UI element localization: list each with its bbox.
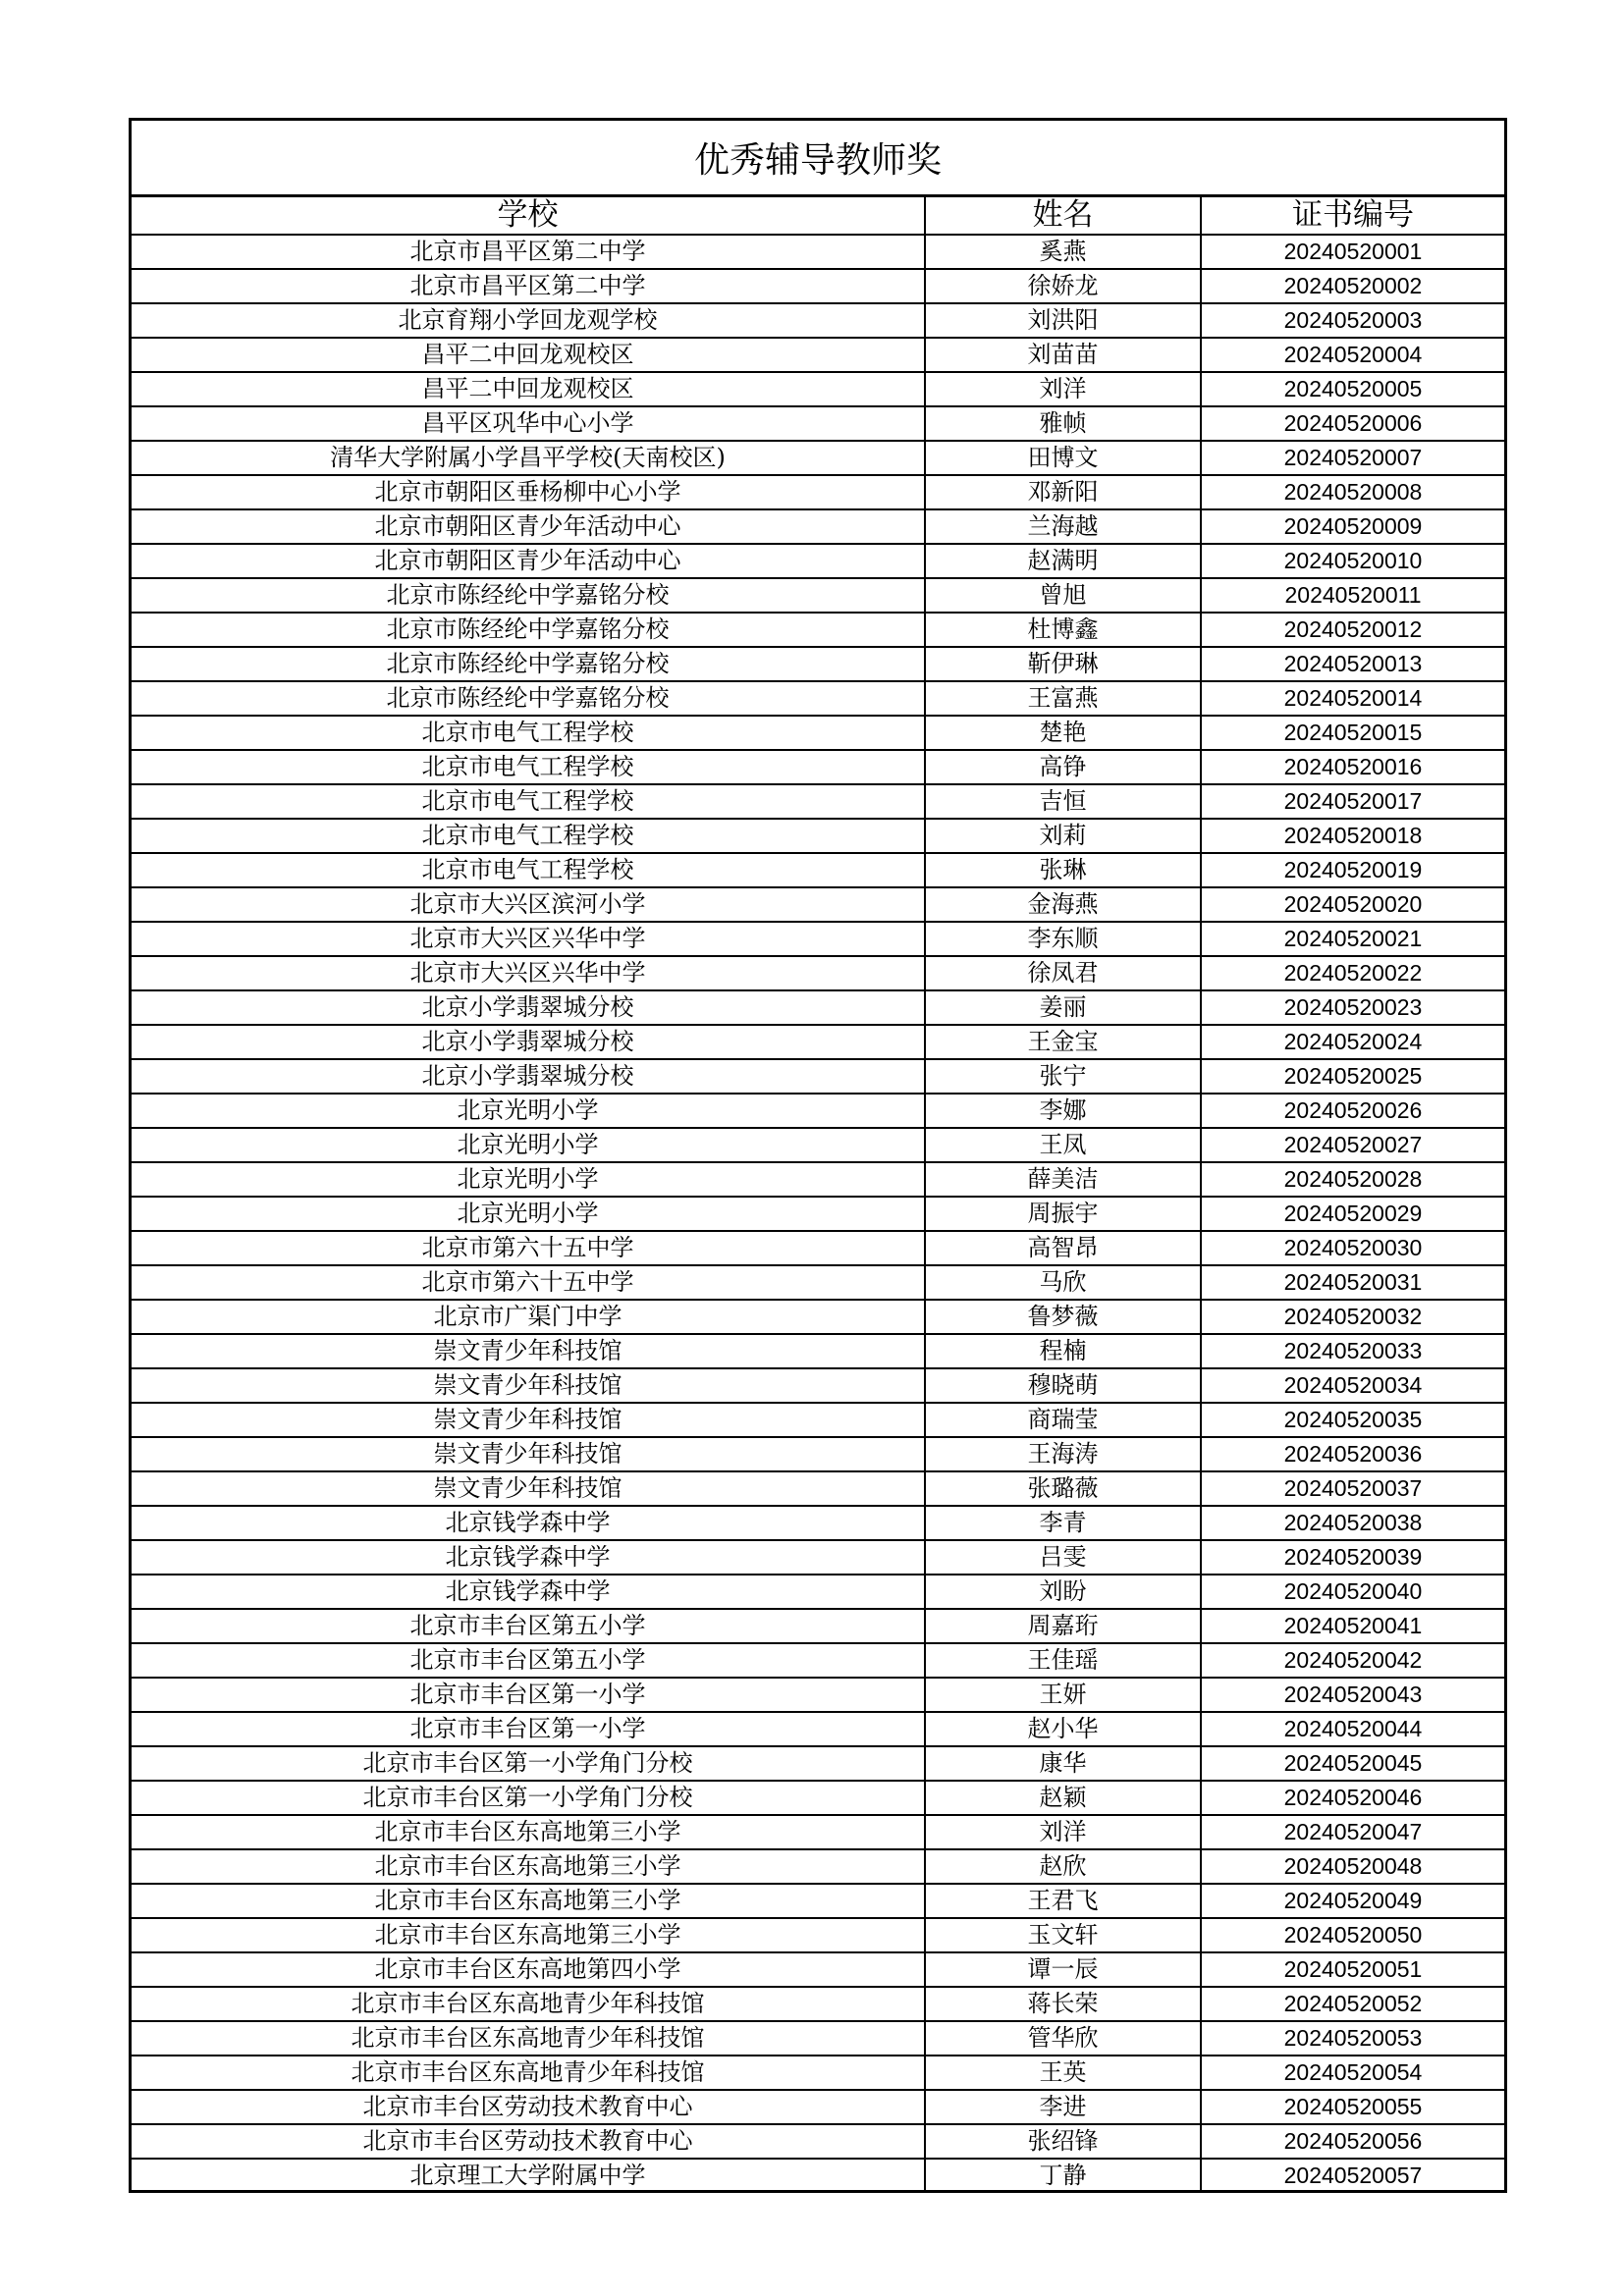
school-cell: 北京市朝阳区垂杨柳中心小学 — [132, 475, 925, 509]
table-row — [132, 819, 1504, 853]
name-cell: 赵颖 — [925, 1781, 1201, 1815]
name-cell: 管华欣 — [925, 2021, 1201, 2056]
certificate-number-cell: 20240520005 — [1201, 372, 1504, 406]
certificate-number-cell: 20240520013 — [1201, 647, 1504, 681]
certificate-number-cell: 20240520029 — [1201, 1197, 1504, 1231]
table-row — [132, 2159, 1504, 2192]
school-cell: 北京市陈经纶中学嘉铭分校 — [132, 681, 925, 716]
table-header-row — [132, 197, 1504, 235]
name-cell: 李进 — [925, 2090, 1201, 2124]
school-cell: 北京市昌平区第二中学 — [132, 235, 925, 269]
school-cell: 北京市陈经纶中学嘉铭分校 — [132, 647, 925, 681]
name-cell: 王妍 — [925, 1678, 1201, 1712]
certificate-number-cell: 20240520018 — [1201, 819, 1504, 853]
name-cell: 杜博鑫 — [925, 613, 1201, 647]
table-row — [132, 681, 1504, 716]
table-row — [132, 406, 1504, 441]
table-row — [132, 1746, 1504, 1781]
school-cell: 北京市丰台区劳动技术教育中心 — [132, 2124, 925, 2159]
name-cell: 奚燕 — [925, 235, 1201, 269]
name-cell: 赵欣 — [925, 1849, 1201, 1884]
table-body — [132, 235, 1504, 2192]
certificate-number-cell: 20240520046 — [1201, 1781, 1504, 1815]
table-row — [132, 613, 1504, 647]
table-row — [132, 303, 1504, 338]
school-cell: 北京市广渠门中学 — [132, 1300, 925, 1334]
header-school: 学校 — [132, 197, 925, 235]
school-cell: 北京市昌平区第二中学 — [132, 269, 925, 303]
name-cell: 周振宇 — [925, 1197, 1201, 1231]
table-row — [132, 1575, 1504, 1609]
school-cell: 北京市大兴区兴华中学 — [132, 956, 925, 990]
school-cell: 北京市丰台区第五小学 — [132, 1643, 925, 1678]
certificate-number-cell: 20240520038 — [1201, 1506, 1504, 1540]
table-row — [132, 269, 1504, 303]
table-row — [132, 2124, 1504, 2159]
certificate-number-cell: 20240520054 — [1201, 2056, 1504, 2090]
name-cell: 穆晓萌 — [925, 1368, 1201, 1403]
award-title: 优秀辅导教师奖 — [132, 121, 1504, 197]
table-row — [132, 338, 1504, 372]
name-cell: 邓新阳 — [925, 475, 1201, 509]
table-row — [132, 1884, 1504, 1918]
school-cell: 北京市丰台区东高地第三小学 — [132, 1849, 925, 1884]
certificate-number-cell: 20240520032 — [1201, 1300, 1504, 1334]
certificate-number-cell: 20240520051 — [1201, 1952, 1504, 1987]
certificate-number-cell: 20240520025 — [1201, 1059, 1504, 1094]
school-cell: 北京市大兴区滨河小学 — [132, 887, 925, 922]
table-row — [132, 509, 1504, 544]
school-cell: 昌平二中回龙观校区 — [132, 338, 925, 372]
table-row — [132, 1300, 1504, 1334]
school-cell: 北京市电气工程学校 — [132, 784, 925, 819]
name-cell: 张绍锋 — [925, 2124, 1201, 2159]
name-cell: 靳伊琳 — [925, 647, 1201, 681]
school-cell: 北京市丰台区东高地第四小学 — [132, 1952, 925, 1987]
name-cell: 刘苗苗 — [925, 338, 1201, 372]
table-row — [132, 853, 1504, 887]
name-cell: 刘莉 — [925, 819, 1201, 853]
name-cell: 张宁 — [925, 1059, 1201, 1094]
school-cell: 北京小学翡翠城分校 — [132, 1059, 925, 1094]
certificate-number-cell: 20240520034 — [1201, 1368, 1504, 1403]
school-cell: 北京市电气工程学校 — [132, 716, 925, 750]
name-cell: 高智昂 — [925, 1231, 1201, 1265]
table-row — [132, 1334, 1504, 1368]
certificate-number-cell: 20240520014 — [1201, 681, 1504, 716]
table-row — [132, 1678, 1504, 1712]
table-row — [132, 1781, 1504, 1815]
table-row — [132, 1540, 1504, 1575]
school-cell: 北京育翔小学回龙观学校 — [132, 303, 925, 338]
certificate-number-cell: 20240520052 — [1201, 1987, 1504, 2021]
certificate-number-cell: 20240520039 — [1201, 1540, 1504, 1575]
certificate-number-cell: 20240520002 — [1201, 269, 1504, 303]
name-cell: 薛美洁 — [925, 1162, 1201, 1197]
table-row — [132, 475, 1504, 509]
table-row — [132, 1712, 1504, 1746]
certificate-number-cell: 20240520016 — [1201, 750, 1504, 784]
header-certificate-number: 证书编号 — [1201, 197, 1504, 235]
name-cell: 王凤 — [925, 1128, 1201, 1162]
name-cell: 丁静 — [925, 2159, 1201, 2192]
name-cell: 王富燕 — [925, 681, 1201, 716]
table-row — [132, 1025, 1504, 1059]
school-cell: 北京钱学森中学 — [132, 1540, 925, 1575]
certificate-number-cell: 20240520010 — [1201, 544, 1504, 578]
name-cell: 兰海越 — [925, 509, 1201, 544]
certificate-number-cell: 20240520053 — [1201, 2021, 1504, 2056]
award-table — [132, 197, 1504, 2192]
name-cell: 刘洋 — [925, 1815, 1201, 1849]
certificate-number-cell: 20240520044 — [1201, 1712, 1504, 1746]
certificate-number-cell: 20240520022 — [1201, 956, 1504, 990]
name-cell: 张琳 — [925, 853, 1201, 887]
table-row — [132, 1952, 1504, 1987]
certificate-number-cell: 20240520030 — [1201, 1231, 1504, 1265]
school-cell: 崇文青少年科技馆 — [132, 1368, 925, 1403]
table-row — [132, 1059, 1504, 1094]
table-row — [132, 1368, 1504, 1403]
school-cell: 北京市朝阳区青少年活动中心 — [132, 509, 925, 544]
table-row — [132, 2056, 1504, 2090]
certificate-number-cell: 20240520047 — [1201, 1815, 1504, 1849]
name-cell: 高铮 — [925, 750, 1201, 784]
name-cell: 商瑞莹 — [925, 1403, 1201, 1437]
table-row — [132, 1437, 1504, 1471]
table-row — [132, 544, 1504, 578]
name-cell: 徐娇龙 — [925, 269, 1201, 303]
name-cell: 赵满明 — [925, 544, 1201, 578]
certificate-number-cell: 20240520017 — [1201, 784, 1504, 819]
table-row — [132, 1815, 1504, 1849]
certificate-number-cell: 20240520055 — [1201, 2090, 1504, 2124]
table-row — [132, 2021, 1504, 2056]
school-cell: 北京市丰台区东高地青少年科技馆 — [132, 1987, 925, 2021]
name-cell: 程楠 — [925, 1334, 1201, 1368]
school-cell: 北京市陈经纶中学嘉铭分校 — [132, 613, 925, 647]
name-cell: 吕雯 — [925, 1540, 1201, 1575]
school-cell: 北京市丰台区东高地第三小学 — [132, 1918, 925, 1952]
certificate-number-cell: 20240520023 — [1201, 990, 1504, 1025]
table-row — [132, 235, 1504, 269]
table-row — [132, 1643, 1504, 1678]
school-cell: 北京市丰台区第一小学角门分校 — [132, 1746, 925, 1781]
school-cell: 北京市丰台区第一小学角门分校 — [132, 1781, 925, 1815]
certificate-number-cell: 20240520020 — [1201, 887, 1504, 922]
table-row — [132, 1849, 1504, 1884]
certificate-number-cell: 20240520019 — [1201, 853, 1504, 887]
school-cell: 北京市朝阳区青少年活动中心 — [132, 544, 925, 578]
table-row — [132, 1403, 1504, 1437]
school-cell: 北京钱学森中学 — [132, 1506, 925, 1540]
school-cell: 北京市第六十五中学 — [132, 1265, 925, 1300]
school-cell: 北京市电气工程学校 — [132, 853, 925, 887]
name-cell: 马欣 — [925, 1265, 1201, 1300]
name-cell: 康华 — [925, 1746, 1201, 1781]
name-cell: 王君飞 — [925, 1884, 1201, 1918]
school-cell: 北京理工大学附属中学 — [132, 2159, 925, 2192]
school-cell: 昌平区巩华中心小学 — [132, 406, 925, 441]
table-row — [132, 922, 1504, 956]
table-row — [132, 372, 1504, 406]
certificate-number-cell: 20240520008 — [1201, 475, 1504, 509]
certificate-number-cell: 20240520007 — [1201, 441, 1504, 475]
table-row — [132, 647, 1504, 681]
school-cell: 崇文青少年科技馆 — [132, 1334, 925, 1368]
table-row — [132, 1162, 1504, 1197]
name-cell: 刘洪阳 — [925, 303, 1201, 338]
certificate-number-cell: 20240520048 — [1201, 1849, 1504, 1884]
header-name: 姓名 — [925, 197, 1201, 235]
certificate-number-cell: 20240520012 — [1201, 613, 1504, 647]
name-cell: 姜丽 — [925, 990, 1201, 1025]
school-cell: 北京钱学森中学 — [132, 1575, 925, 1609]
certificate-number-cell: 20240520057 — [1201, 2159, 1504, 2192]
name-cell: 楚艳 — [925, 716, 1201, 750]
certificate-number-cell: 20240520036 — [1201, 1437, 1504, 1471]
name-cell: 赵小华 — [925, 1712, 1201, 1746]
table-row — [132, 1265, 1504, 1300]
school-cell: 崇文青少年科技馆 — [132, 1403, 925, 1437]
name-cell: 谭一辰 — [925, 1952, 1201, 1987]
table-row — [132, 750, 1504, 784]
table-row — [132, 956, 1504, 990]
school-cell: 北京市丰台区劳动技术教育中心 — [132, 2090, 925, 2124]
school-cell: 昌平二中回龙观校区 — [132, 372, 925, 406]
certificate-number-cell: 20240520027 — [1201, 1128, 1504, 1162]
name-cell: 蒋长荣 — [925, 1987, 1201, 2021]
award-table-sheet — [129, 118, 1507, 2193]
name-cell: 李青 — [925, 1506, 1201, 1540]
name-cell: 徐凤君 — [925, 956, 1201, 990]
table-row — [132, 578, 1504, 613]
certificate-number-cell: 20240520049 — [1201, 1884, 1504, 1918]
table-row — [132, 2090, 1504, 2124]
certificate-number-cell: 20240520035 — [1201, 1403, 1504, 1437]
table-row — [132, 1609, 1504, 1643]
school-cell: 崇文青少年科技馆 — [132, 1437, 925, 1471]
name-cell: 王金宝 — [925, 1025, 1201, 1059]
table-row — [132, 887, 1504, 922]
table-row — [132, 1918, 1504, 1952]
school-cell: 北京市大兴区兴华中学 — [132, 922, 925, 956]
certificate-number-cell: 20240520011 — [1201, 578, 1504, 613]
name-cell: 王英 — [925, 2056, 1201, 2090]
school-cell: 北京光明小学 — [132, 1128, 925, 1162]
certificate-number-cell: 20240520021 — [1201, 922, 1504, 956]
table-row — [132, 1471, 1504, 1506]
certificate-number-cell: 20240520031 — [1201, 1265, 1504, 1300]
certificate-number-cell: 20240520015 — [1201, 716, 1504, 750]
certificate-number-cell: 20240520045 — [1201, 1746, 1504, 1781]
table-row — [132, 784, 1504, 819]
certificate-number-cell: 20240520037 — [1201, 1471, 1504, 1506]
school-cell: 北京光明小学 — [132, 1094, 925, 1128]
certificate-number-cell: 20240520024 — [1201, 1025, 1504, 1059]
name-cell: 曾旭 — [925, 578, 1201, 613]
certificate-number-cell: 20240520001 — [1201, 235, 1504, 269]
certificate-number-cell: 20240520026 — [1201, 1094, 1504, 1128]
name-cell: 吉恒 — [925, 784, 1201, 819]
certificate-number-cell: 20240520043 — [1201, 1678, 1504, 1712]
name-cell: 周嘉珩 — [925, 1609, 1201, 1643]
certificate-number-cell: 20240520033 — [1201, 1334, 1504, 1368]
school-cell: 北京小学翡翠城分校 — [132, 1025, 925, 1059]
certificate-number-cell: 20240520040 — [1201, 1575, 1504, 1609]
school-cell: 北京市电气工程学校 — [132, 750, 925, 784]
certificate-number-cell: 20240520006 — [1201, 406, 1504, 441]
table-row — [132, 716, 1504, 750]
school-cell: 北京市丰台区第五小学 — [132, 1609, 925, 1643]
school-cell: 北京市电气工程学校 — [132, 819, 925, 853]
name-cell: 刘盼 — [925, 1575, 1201, 1609]
certificate-number-cell: 20240520050 — [1201, 1918, 1504, 1952]
school-cell: 北京市第六十五中学 — [132, 1231, 925, 1265]
school-cell: 北京市陈经纶中学嘉铭分校 — [132, 578, 925, 613]
name-cell: 田博文 — [925, 441, 1201, 475]
name-cell: 刘洋 — [925, 372, 1201, 406]
school-cell: 北京市丰台区东高地第三小学 — [132, 1884, 925, 1918]
table-row — [132, 1094, 1504, 1128]
table-row — [132, 1197, 1504, 1231]
school-cell: 北京市丰台区东高地第三小学 — [132, 1815, 925, 1849]
school-cell: 北京市丰台区第一小学 — [132, 1712, 925, 1746]
school-cell: 清华大学附属小学昌平学校(天南校区) — [132, 441, 925, 475]
name-cell: 王海涛 — [925, 1437, 1201, 1471]
certificate-number-cell: 20240520003 — [1201, 303, 1504, 338]
school-cell: 北京市丰台区东高地青少年科技馆 — [132, 2056, 925, 2090]
name-cell: 王佳瑶 — [925, 1643, 1201, 1678]
table-row — [132, 1506, 1504, 1540]
school-cell: 北京市丰台区第一小学 — [132, 1678, 925, 1712]
certificate-number-cell: 20240520004 — [1201, 338, 1504, 372]
certificate-number-cell: 20240520056 — [1201, 2124, 1504, 2159]
name-cell: 张璐薇 — [925, 1471, 1201, 1506]
table-row — [132, 990, 1504, 1025]
table-row — [132, 1987, 1504, 2021]
table-row — [132, 441, 1504, 475]
school-cell: 北京小学翡翠城分校 — [132, 990, 925, 1025]
school-cell: 北京光明小学 — [132, 1197, 925, 1231]
name-cell: 玉文轩 — [925, 1918, 1201, 1952]
name-cell: 雅帧 — [925, 406, 1201, 441]
name-cell: 金海燕 — [925, 887, 1201, 922]
table-row — [132, 1231, 1504, 1265]
certificate-number-cell: 20240520041 — [1201, 1609, 1504, 1643]
certificate-number-cell: 20240520009 — [1201, 509, 1504, 544]
school-cell: 崇文青少年科技馆 — [132, 1471, 925, 1506]
school-cell: 北京光明小学 — [132, 1162, 925, 1197]
name-cell: 鲁梦薇 — [925, 1300, 1201, 1334]
certificate-number-cell: 20240520028 — [1201, 1162, 1504, 1197]
certificate-number-cell: 20240520042 — [1201, 1643, 1504, 1678]
school-cell: 北京市丰台区东高地青少年科技馆 — [132, 2021, 925, 2056]
name-cell: 李娜 — [925, 1094, 1201, 1128]
table-row — [132, 1128, 1504, 1162]
name-cell: 李东顺 — [925, 922, 1201, 956]
